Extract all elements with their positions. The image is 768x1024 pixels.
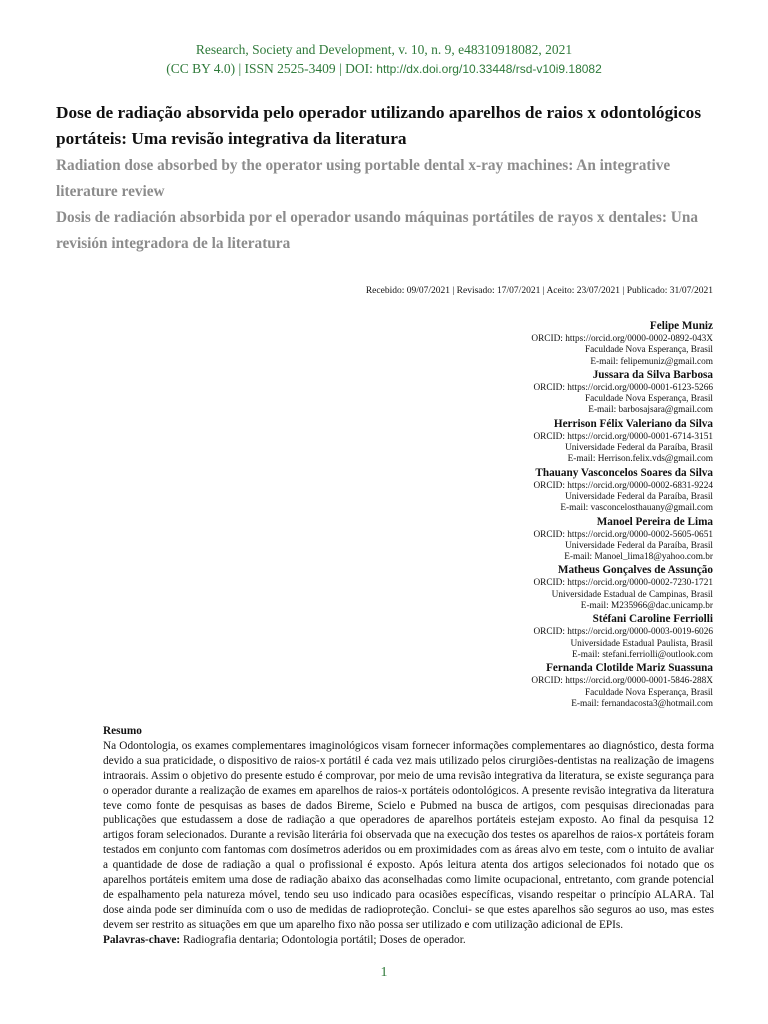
author-entry	[293, 515, 713, 564]
author-orcid[interactable]: ORCID: https://orcid.org/0000-0001-6123-5266	[533, 382, 713, 393]
author-name: Stéfani Caroline Ferriolli	[592, 613, 713, 626]
author-email[interactable]: E-mail: vasconcelosthauany@gmail.com	[560, 503, 713, 514]
keywords-list: Radiografia dentaria; Odontologia portátil; Doses de operador.	[180, 933, 466, 946]
author-affiliation: Universidade Federal da Paraíba, Brasil	[565, 491, 713, 502]
author-orcid[interactable]: ORCID: https://orcid.org/0000-0001-6714-3151	[533, 431, 713, 442]
author-affiliation: Universidade Federal da Paraíba, Brasil	[565, 443, 713, 454]
author-affiliation: Faculdade Nova Esperança, Brasil	[584, 345, 713, 356]
author-orcid[interactable]: ORCID: https://orcid.org/0000-0002-0892-043X	[531, 334, 713, 344]
author-email[interactable]: E-mail: fernandacosta3@hotmail.com	[571, 698, 713, 709]
author-affiliation: Faculdade Nova Esperança, Brasil	[584, 394, 713, 405]
journal-license-issn-doi	[0, 61, 768, 77]
author-list	[293, 319, 713, 710]
author-orcid[interactable]: ORCID: https://orcid.org/0000-0003-0019-6026	[533, 627, 713, 638]
title-portuguese: Dose de radiação absorvida pelo operador utilizando aparelhos de raios x odontológicos portáteis: Uma revisão integrativa da literatura	[56, 103, 702, 148]
author-name: Matheus Gonçalves de Assunção	[557, 564, 713, 577]
author-email[interactable]: E-mail: stefani.ferriolli@outlook.com	[571, 649, 713, 660]
abstract-section	[103, 724, 714, 948]
author-email[interactable]: E-mail: Herrison.felix.vds@gmail.com	[567, 454, 713, 465]
author-orcid[interactable]: ORCID: https://orcid.org/0000-0002-5605-0651	[533, 529, 713, 540]
doi-link[interactable]: http://dx.doi.org/10.33448/rsd-v10i9.18082	[376, 62, 602, 76]
title-english: Radiation dose absorbed by the operator using portable dental x-ray machines: An integrative literature review	[56, 157, 671, 200]
page-number: 1	[380, 965, 388, 980]
author-orcid[interactable]: ORCID: https://orcid.org/0000-0001-5846-288X	[531, 676, 713, 687]
author-affiliation: Universidade Estadual Paulista, Brasil	[570, 638, 713, 649]
author-entry	[293, 563, 713, 612]
author-orcid[interactable]: ORCID: https://orcid.org/0000-0002-7230-1721	[533, 578, 713, 589]
author-name: Jussara da Silva Barbosa	[592, 368, 713, 381]
author-name: Fernanda Clotilde Mariz Suassuna	[546, 662, 713, 675]
abstract-body: Na Odontologia, os exames complementares imaginológicos visam fornecer informações complementares ao diagnóstico, desta forma devido a sua praticidade, o dispositivo de raios-x portátil é cada vez mais utilizado pelos cirurgiões-dentistas na realização de imagens intraorais. Assim o objetivo do presente estudo é comprovar, por meio de uma revisão integrativa da literatura, se existe segurança para o operador durante a realização de exames em aparelhos de raios-x portáteis odontológicos. A presente revisão integrativa da literatura teve como fonte de pesquisas as bases de dados Bireme, Scielo e Pubmed na busca de artigos, com pesquisas direcionadas para publicações que estudassem a dose de radiação a que operadores de aparelhos portáteis estejam exposto. Ao final da pesquisa 12 artigos foram selecionados. Durante a revisão literária foi observada que na execução dos testes os aparelhos de raios-x portáteis foram testados em conjunto com fantomas com dosímetros aderidos ou em proximidades com as áreas alvo em teste, com o intuito de avaliar a quantidade de dose de radiação a qual o profissional é exposto. Após leitura atenta dos artigos selecionados foi notado que os aparelhos portáteis emitem uma dose de radiação abaixo das aconselhadas como limite ocupacional, entretanto, com grande potencial de espalhamento pela natureza móvel, tendo seu uso indicado para ocasiões específicas, visando respeitar o princípio ALARA. Tal dose ainda pode ser diminuída com o uso de medidas de radioproteção. Conclui- se que estes aparelhos são seguros ao uso, mas estes devem ser restrito as situações em que um aparelho fixo não possa ser utilizado e com utilização adicional de EPIs.	[103, 739, 714, 931]
keywords	[103, 933, 714, 948]
author-name: Manoel Pereira de Lima	[596, 515, 713, 528]
abstract-heading: Resumo	[103, 725, 142, 737]
author-email[interactable]: E-mail: M235966@dac.unicamp.br	[580, 601, 713, 612]
journal-citation: Research, Society and Development, v. 10, n. 9, e48310918082, 2021	[195, 42, 573, 57]
author-name: Herrison Félix Valeriano da Silva	[553, 417, 713, 430]
author-entry	[293, 612, 713, 661]
keywords-label: Palavras-chave:	[103, 933, 181, 946]
author-entry	[293, 661, 713, 710]
license-issn: (CC BY 4.0) | ISSN 2525-3409 | DOI:	[166, 61, 377, 76]
author-email[interactable]: E-mail: barbosajsara@gmail.com	[588, 405, 713, 416]
author-affiliation: Faculdade Nova Esperança, Brasil	[584, 687, 713, 698]
author-name: Felipe Muniz	[649, 320, 713, 332]
author-entry	[293, 319, 713, 368]
author-orcid[interactable]: ORCID: https://orcid.org/0000-0002-6831-9224	[533, 480, 713, 491]
author-email[interactable]: E-mail: felipemuniz@gmail.com	[590, 356, 713, 367]
author-entry	[293, 417, 713, 466]
author-affiliation: Universidade Federal da Paraíba, Brasil	[565, 540, 713, 551]
title-spanish: Dosis de radiación absorbida por el operador usando máquinas portátiles de rayos x dentales: Una revisión integradora de la literatura	[56, 209, 698, 252]
author-entry	[293, 466, 713, 515]
author-email[interactable]: E-mail: Manoel_lima18@yahoo.com.br	[564, 552, 713, 563]
author-entry	[293, 368, 713, 417]
submission-dates: Recebido: 09/07/2021 | Revisado: 17/07/2021 | Aceito: 23/07/2021 | Publicado: 31/07/2021	[365, 286, 713, 296]
title-block	[56, 100, 716, 257]
author-name: Thauany Vasconcelos Soares da Silva	[535, 466, 713, 479]
author-affiliation: Universidade Estadual de Campinas, Brasil	[551, 589, 713, 600]
